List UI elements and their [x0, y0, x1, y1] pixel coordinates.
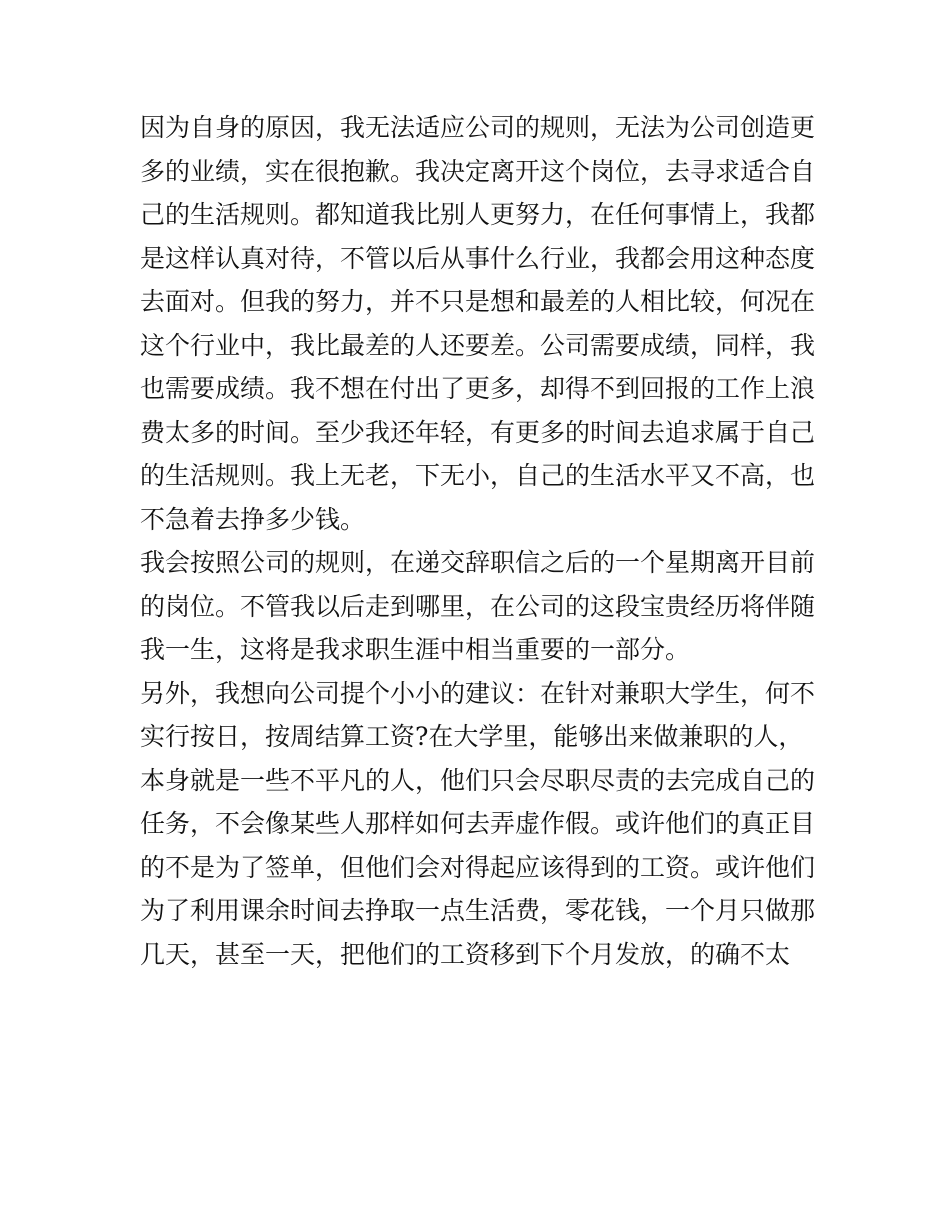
text-line: 不急着去挣多少钱。	[140, 504, 366, 534]
text-line: 这个行业中，我比最差的人还要差。公司需要成绩，同样，我	[140, 330, 816, 360]
text-line: 我会按照公司的规则，在递交辞职信之后的一个星期离开目前	[140, 548, 816, 577]
text-line: 任务，不会像某些人那样如何去弄虚作假。或许他们的真正目	[140, 809, 816, 838]
text-line: 几天，甚至一天，把他们的工资移到下个月发放，的确不太	[140, 939, 791, 969]
text-line: 的不是为了签单，但他们会对得起应该得到的工资。或许他们	[140, 852, 816, 882]
text-line: 为了利用课余时间去挣取一点生活费，零花钱，一个月只做那	[140, 896, 816, 925]
body-text	[140, 106, 820, 976]
text-line: 另外，我想向公司提个小小的建议：在针对兼职大学生，何不	[140, 678, 816, 708]
text-line: 是这样认真对待，不管以后从事什么行业，我都会用这种态度	[140, 243, 816, 273]
text-line: 多的业绩，实在很抱歉。我决定离开这个岗位，去寻求适合自	[140, 156, 816, 186]
text-line: 的生活规则。我上无老，下无小，自己的生活水平又不高，也	[140, 461, 816, 490]
text-line: 费太多的时间。至少我还年轻，有更多的时间去追求属于自己	[140, 417, 816, 447]
text-line: 的岗位。不管我以后走到哪里，在公司的这段宝贵经历将伴随	[140, 591, 816, 621]
text-line: 也需要成绩。我不想在付出了更多，却得不到回报的工作上浪	[140, 374, 816, 403]
text-line: 因为自身的原因，我无法适应公司的规则，无法为公司创造更	[140, 113, 816, 142]
text-line: 本身就是一些不平凡的人，他们只会尽职尽责的去完成自己的	[140, 765, 816, 795]
text-line: 实行按日，按周结算工资?在大学里，能够出来做兼职的人，	[140, 722, 804, 751]
text-line: 我一生，这将是我求职生涯中相当重要的一部分。	[140, 635, 691, 664]
text-line: 去面对。但我的努力，并不只是想和最差的人相比较，何况在	[140, 287, 816, 316]
text-line: 己的生活规则。都知道我比别人更努力，在任何事情上，我都	[140, 200, 816, 229]
